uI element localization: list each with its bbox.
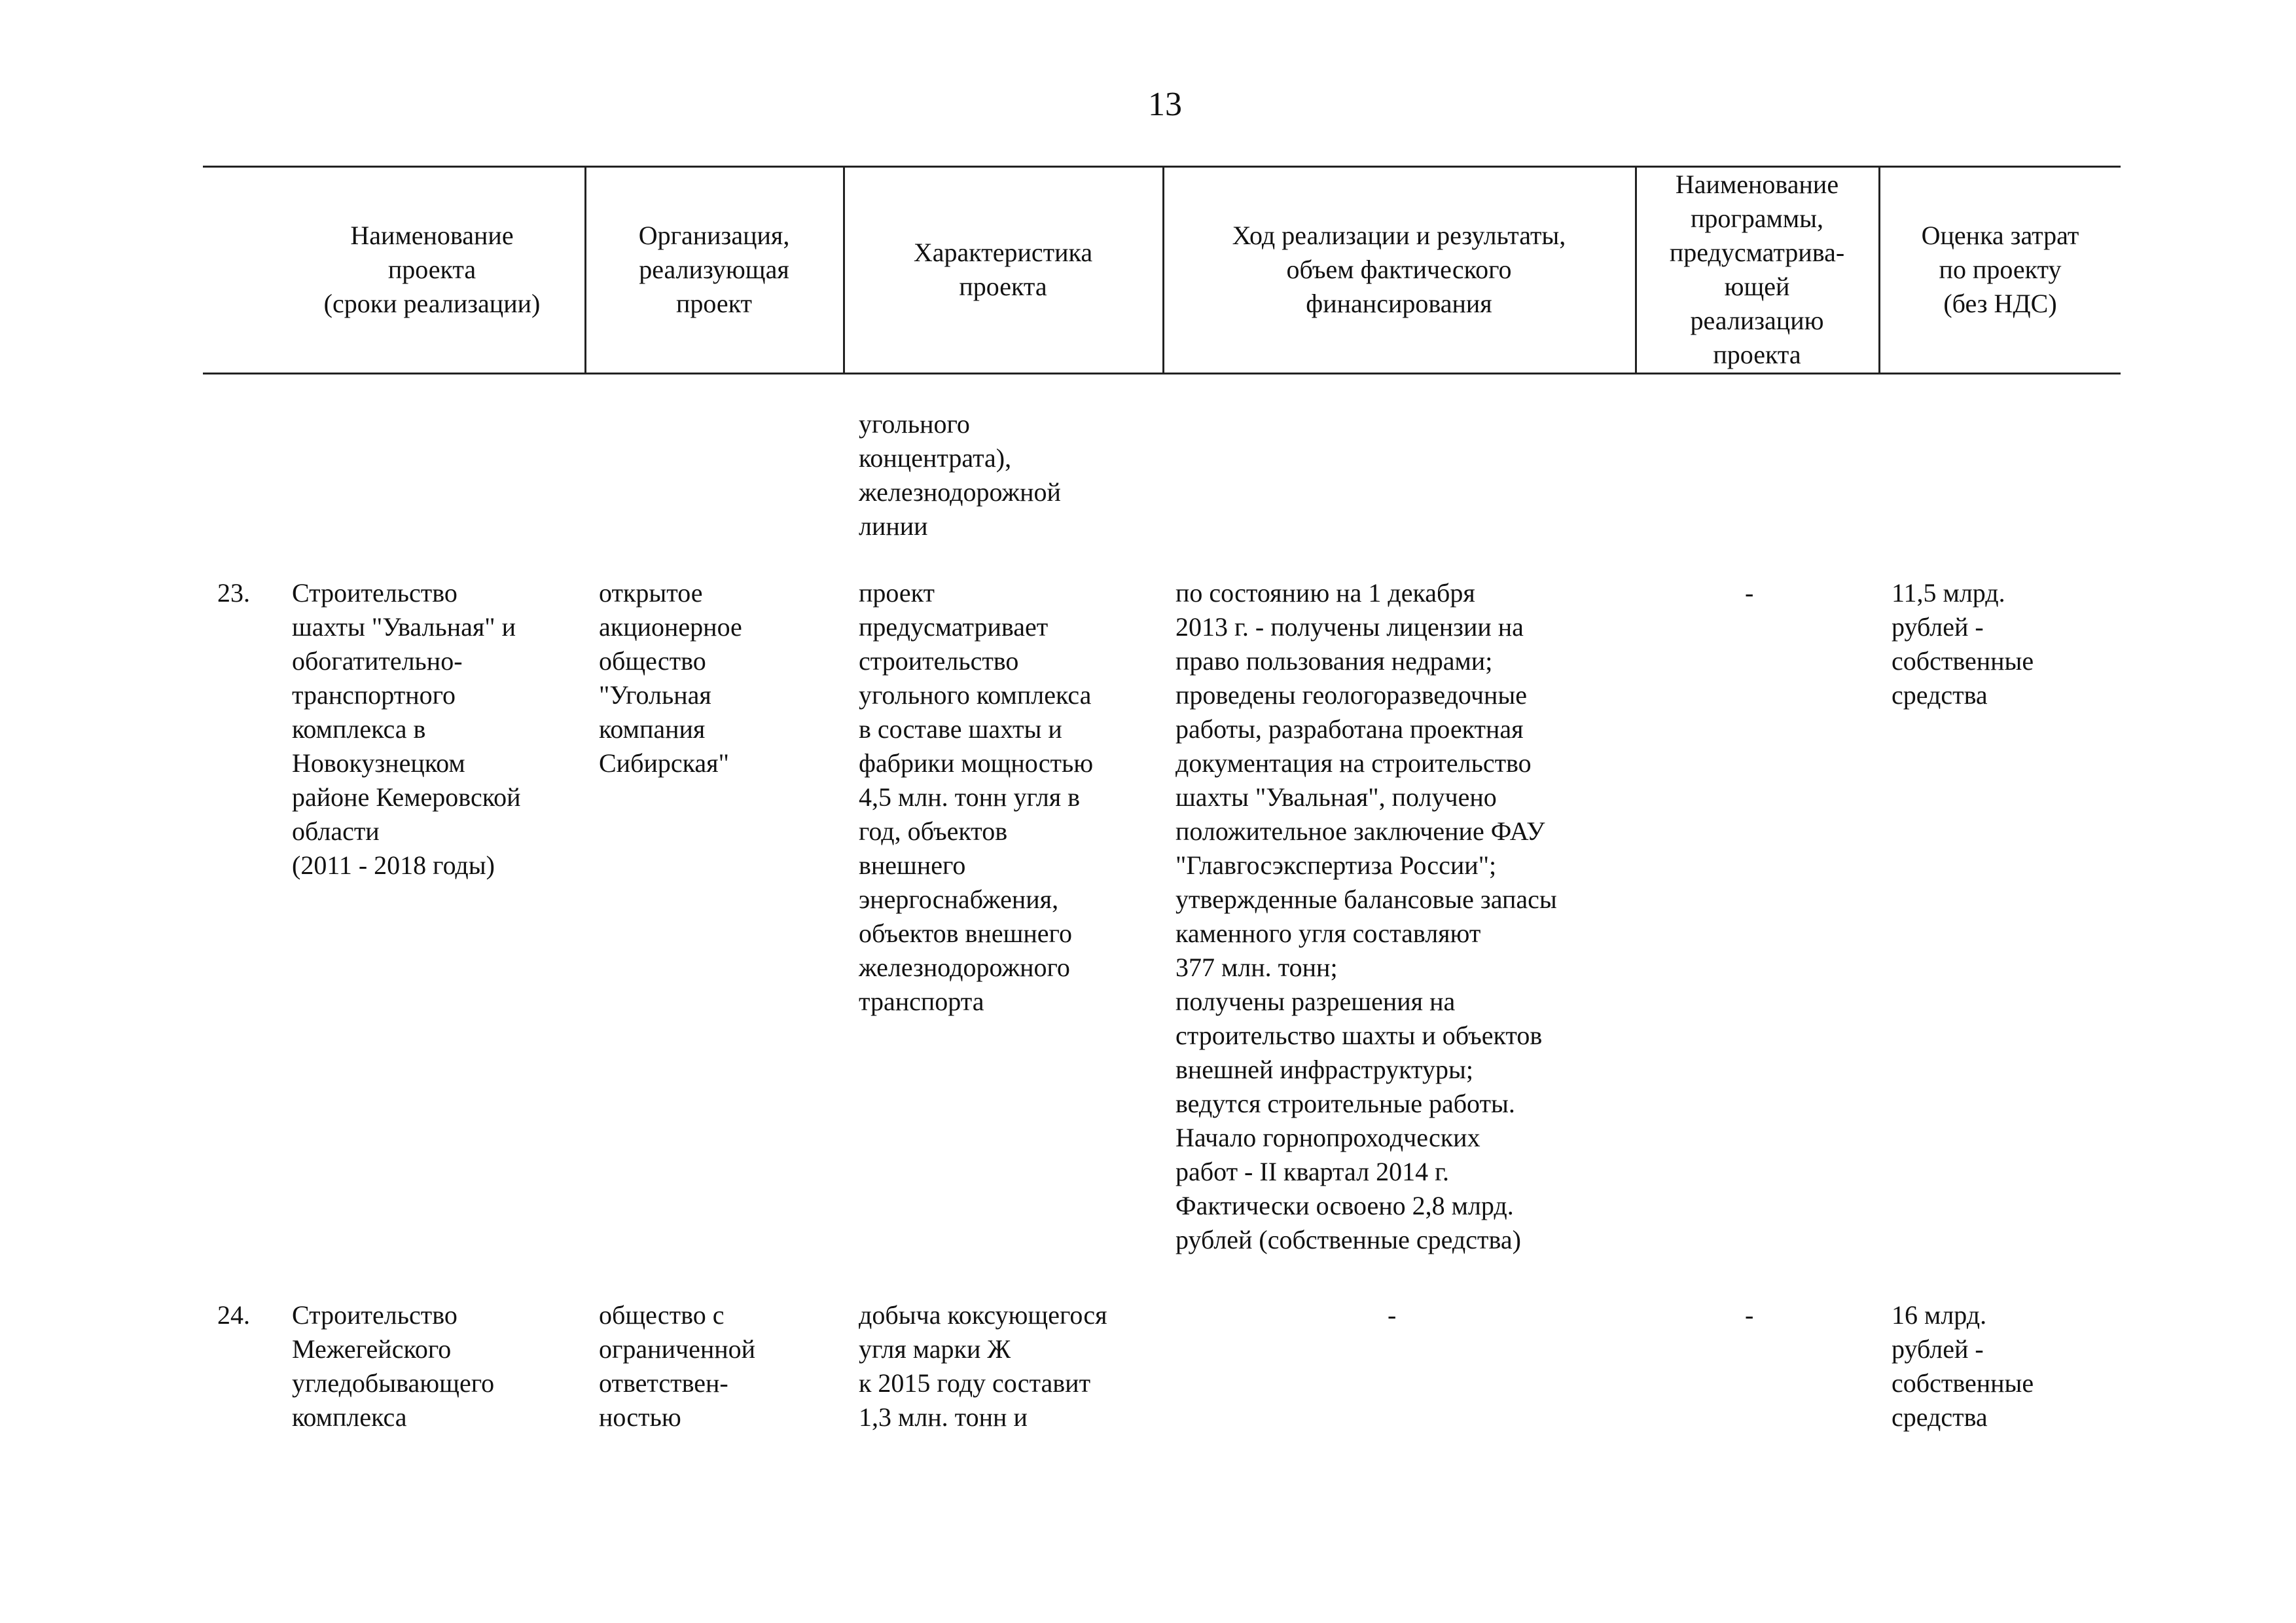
row-number: 24. bbox=[217, 1300, 250, 1330]
continuation-characteristic: угольного концентрата), железнодорожной линии bbox=[859, 409, 1061, 541]
cost: 11,5 млрд. рублей - собственные средства bbox=[1892, 578, 2034, 710]
organization: открытое акционерное общество "Угольная компания Сибирская" bbox=[599, 578, 742, 778]
row-number: 23. bbox=[217, 578, 250, 608]
header-project-name: Наименование проекта (сроки реализации) bbox=[323, 221, 541, 318]
header-progress: Ход реализации и результаты, объем фактического финансирования bbox=[1232, 221, 1566, 318]
header-cost: Оценка затрат по проекту (без НДС) bbox=[1921, 221, 2079, 318]
characteristic: добыча коксующегося угля марки Ж к 2015 году составит 1,3 млн. тонн и bbox=[859, 1300, 1107, 1432]
organization: общество с ограниченной ответствен- ностью bbox=[599, 1300, 756, 1432]
header-characteristic: Характеристика проекта bbox=[913, 238, 1093, 301]
cost: 16 млрд. рублей - собственные средства bbox=[1892, 1300, 2034, 1432]
program: - bbox=[1745, 578, 1754, 608]
project-name: Строительство шахты "Увальная" и обогатительно- транспортного комплекса в Новокузнецком районе Кемеровской области (2011 - 2018 годы) bbox=[292, 578, 521, 880]
project-name: Строительство Межегейского угледобывающего комплекса bbox=[292, 1300, 495, 1432]
table-header-bottom-border bbox=[203, 373, 2121, 374]
header-organization: Организация, реализующая проект bbox=[638, 221, 790, 318]
characteristic: проект предусматривает строительство угольного комплекса в составе шахты и фабрики мощностью 4,5 млн. тонн угля в год, объектов внешнего энергоснабжения, объектов внешнего железнодорожного транспорта bbox=[859, 578, 1094, 1016]
page-number: 13 bbox=[1148, 86, 1182, 123]
progress: - bbox=[1388, 1300, 1397, 1330]
program: - bbox=[1745, 1300, 1754, 1330]
header-program: Наименование программы, предусматрива- ющей реализацию проекта bbox=[1669, 170, 1845, 369]
progress: по состоянию на 1 декабря 2013 г. - получены лицензии на право пользования недрами; проведены геологоразведочные работы, разработана проектная документация на строительство шахты "Увальная", получено положительное заключение ФАУ "Главгосэкспертиза России"; утвержденные балансовые запасы каменного угля составляют 377 млн. тонн; получены разрешения на строительство шахты и объектов внешней инфраструктуры; ведутся строительные работы. Начало горнопроходческих работ - II квартал 2014 г. Фактически освоено 2,8 млрд. рублей (собственные средства) bbox=[1175, 578, 1557, 1254]
